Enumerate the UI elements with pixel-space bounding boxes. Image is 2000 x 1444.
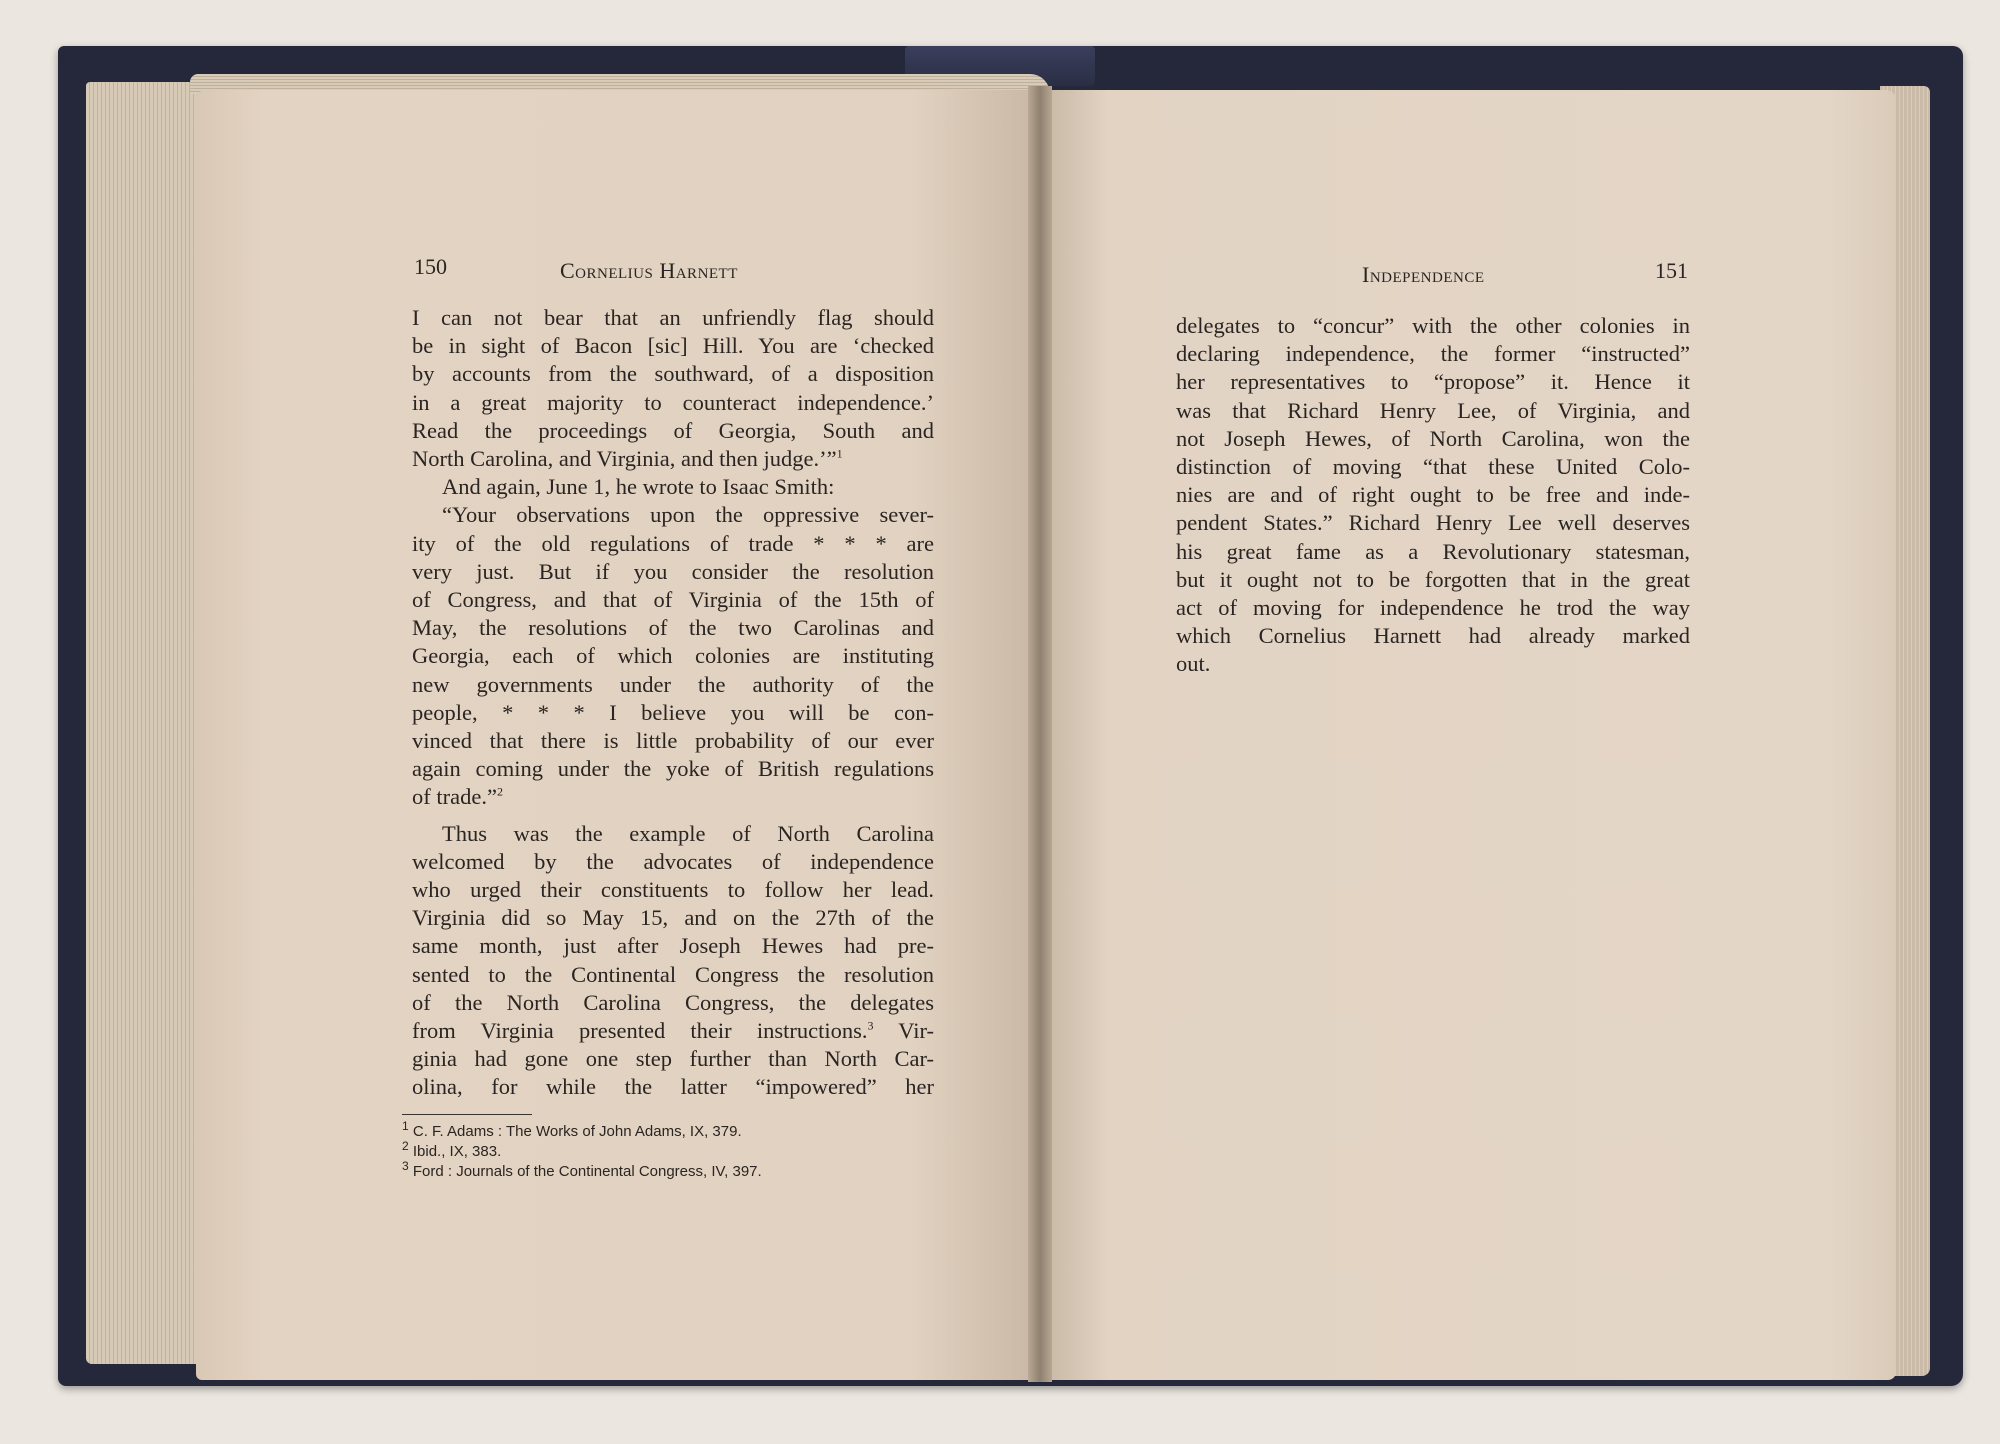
text-fragment: from Virginia presented their instructions. <box>412 1018 868 1044</box>
text-line: ginia had gone one step further than North Car- <box>412 1046 934 1072</box>
text-line: Virginia did so May 15, and on the 27th of the <box>412 905 934 931</box>
quote-line: again coming under the yoke of British regulations <box>412 756 934 782</box>
text-line: but it ought not to be forgotten that in the great <box>1176 566 1690 592</box>
left-para-2: And again, June 1, he wrote to Isaac Smith: <box>442 474 835 500</box>
left-page-number: 150 <box>414 254 447 279</box>
left-page <box>196 90 1036 1380</box>
quote-line: of trade.”$^2$ <box>412 784 503 810</box>
text-line: his great fame as a Revolutionary statesman, <box>1176 538 1690 564</box>
text-line: was that Richard Henry Lee, of Virginia, and <box>1176 397 1690 423</box>
footnote-text: Ford : Journals of the Continental Congress, IV, 397. <box>408 1163 762 1180</box>
quote-line: of Congress, and that of Virginia of the 15th of <box>412 587 934 613</box>
text-fragment: Vir- <box>873 1018 934 1044</box>
footnote-ref: 3 <box>867 1018 874 1033</box>
right-page <box>1040 90 1896 1380</box>
text-line: I can not bear that an unfriendly flag should <box>412 305 934 330</box>
footnote-mark: 3 <box>402 1159 409 1173</box>
quote-line: Georgia, each of which colonies are instituting <box>412 643 934 669</box>
footnote-rule <box>402 1114 532 1115</box>
quote-line: “Your observations upon the oppressive sever- <box>442 502 934 528</box>
text-line: pendent States.” Richard Henry Lee well deserves <box>1176 510 1690 536</box>
text-line: act of moving for independence he trod the way <box>1176 595 1690 621</box>
text-line: declaring independence, the former “instructed” <box>1176 341 1690 367</box>
text-line <box>412 1017 934 1045</box>
text-line: Read the proceedings of Georgia, South and <box>412 417 934 443</box>
footnote-mark: 1 <box>402 1119 409 1133</box>
book-gutter <box>1028 86 1052 1382</box>
footnote <box>402 1159 962 1182</box>
text-line: delegates to “concur” with the other colonies in <box>1176 313 1690 338</box>
quote-line: ity of the old regulations of trade * * * are <box>412 530 934 556</box>
text-line: by accounts from the southward, of a disposition <box>412 361 934 387</box>
left-footnotes <box>402 1119 962 1182</box>
text-line: North Carolina, and Virginia, and then judge.’”$^1$ <box>412 446 843 472</box>
text-line: sented to the Continental Congress the resolution <box>412 961 934 987</box>
text-line: not Joseph Hewes, of North Carolina, won the <box>1176 425 1690 451</box>
text-line: out. <box>1176 651 1211 677</box>
quote-line: new governments under the authority of the <box>412 671 934 697</box>
left-quote <box>412 501 934 811</box>
footnote-ref: 2 <box>496 784 503 799</box>
text-line: her representatives to “propose” it. Hence it <box>1176 369 1690 395</box>
text-line: nies are and of right ought to be free and inde- <box>1176 482 1690 508</box>
text-line: in a great majority to counteract independence.’ <box>412 389 934 415</box>
footnote-text: C. F. Adams : The Works of John Adams, IX, 379. <box>408 1123 742 1140</box>
quote-line: people, * * * I believe you will be con- <box>412 699 934 725</box>
text-line: distinction of moving “that these United Colo- <box>1176 454 1690 480</box>
quote-line: vinced that there is little probability of our ever <box>412 728 934 754</box>
text-line: who urged their constituents to follow her lead. <box>412 877 934 903</box>
text-line: olina, for while the latter “impowered” her <box>412 1074 934 1100</box>
quote-line: very just. But if you consider the resolution <box>412 558 934 584</box>
text-line: Thus was the example of North Carolina <box>442 820 934 846</box>
text-line: same month, just after Joseph Hewes had pre- <box>412 933 934 959</box>
left-para-3 <box>412 820 934 1102</box>
left-body-text <box>412 304 934 1102</box>
left-running-head: Cornelius Harnett <box>560 258 738 283</box>
footnote <box>402 1119 962 1142</box>
quote-line: May, the resolutions of the two Carolinas and <box>412 615 934 641</box>
right-page-number: 151 <box>1655 258 1688 283</box>
text-line: which Cornelius Harnett had already marked <box>1176 623 1690 649</box>
footnote <box>402 1139 962 1162</box>
text-line: welcomed by the advocates of independence <box>412 848 934 874</box>
right-body-text <box>1176 312 1690 679</box>
right-running-head: Independence <box>1362 262 1485 287</box>
text-line: be in sight of Bacon [sic] Hill. You are ‘checked <box>412 333 934 359</box>
text-line: of the North Carolina Congress, the delegates <box>412 989 934 1015</box>
left-opening-lines <box>412 304 934 473</box>
footnote-text: Ibid., IX, 383. <box>408 1143 502 1160</box>
footnote-ref: 1 <box>836 446 843 461</box>
footnote-mark: 2 <box>402 1139 409 1153</box>
